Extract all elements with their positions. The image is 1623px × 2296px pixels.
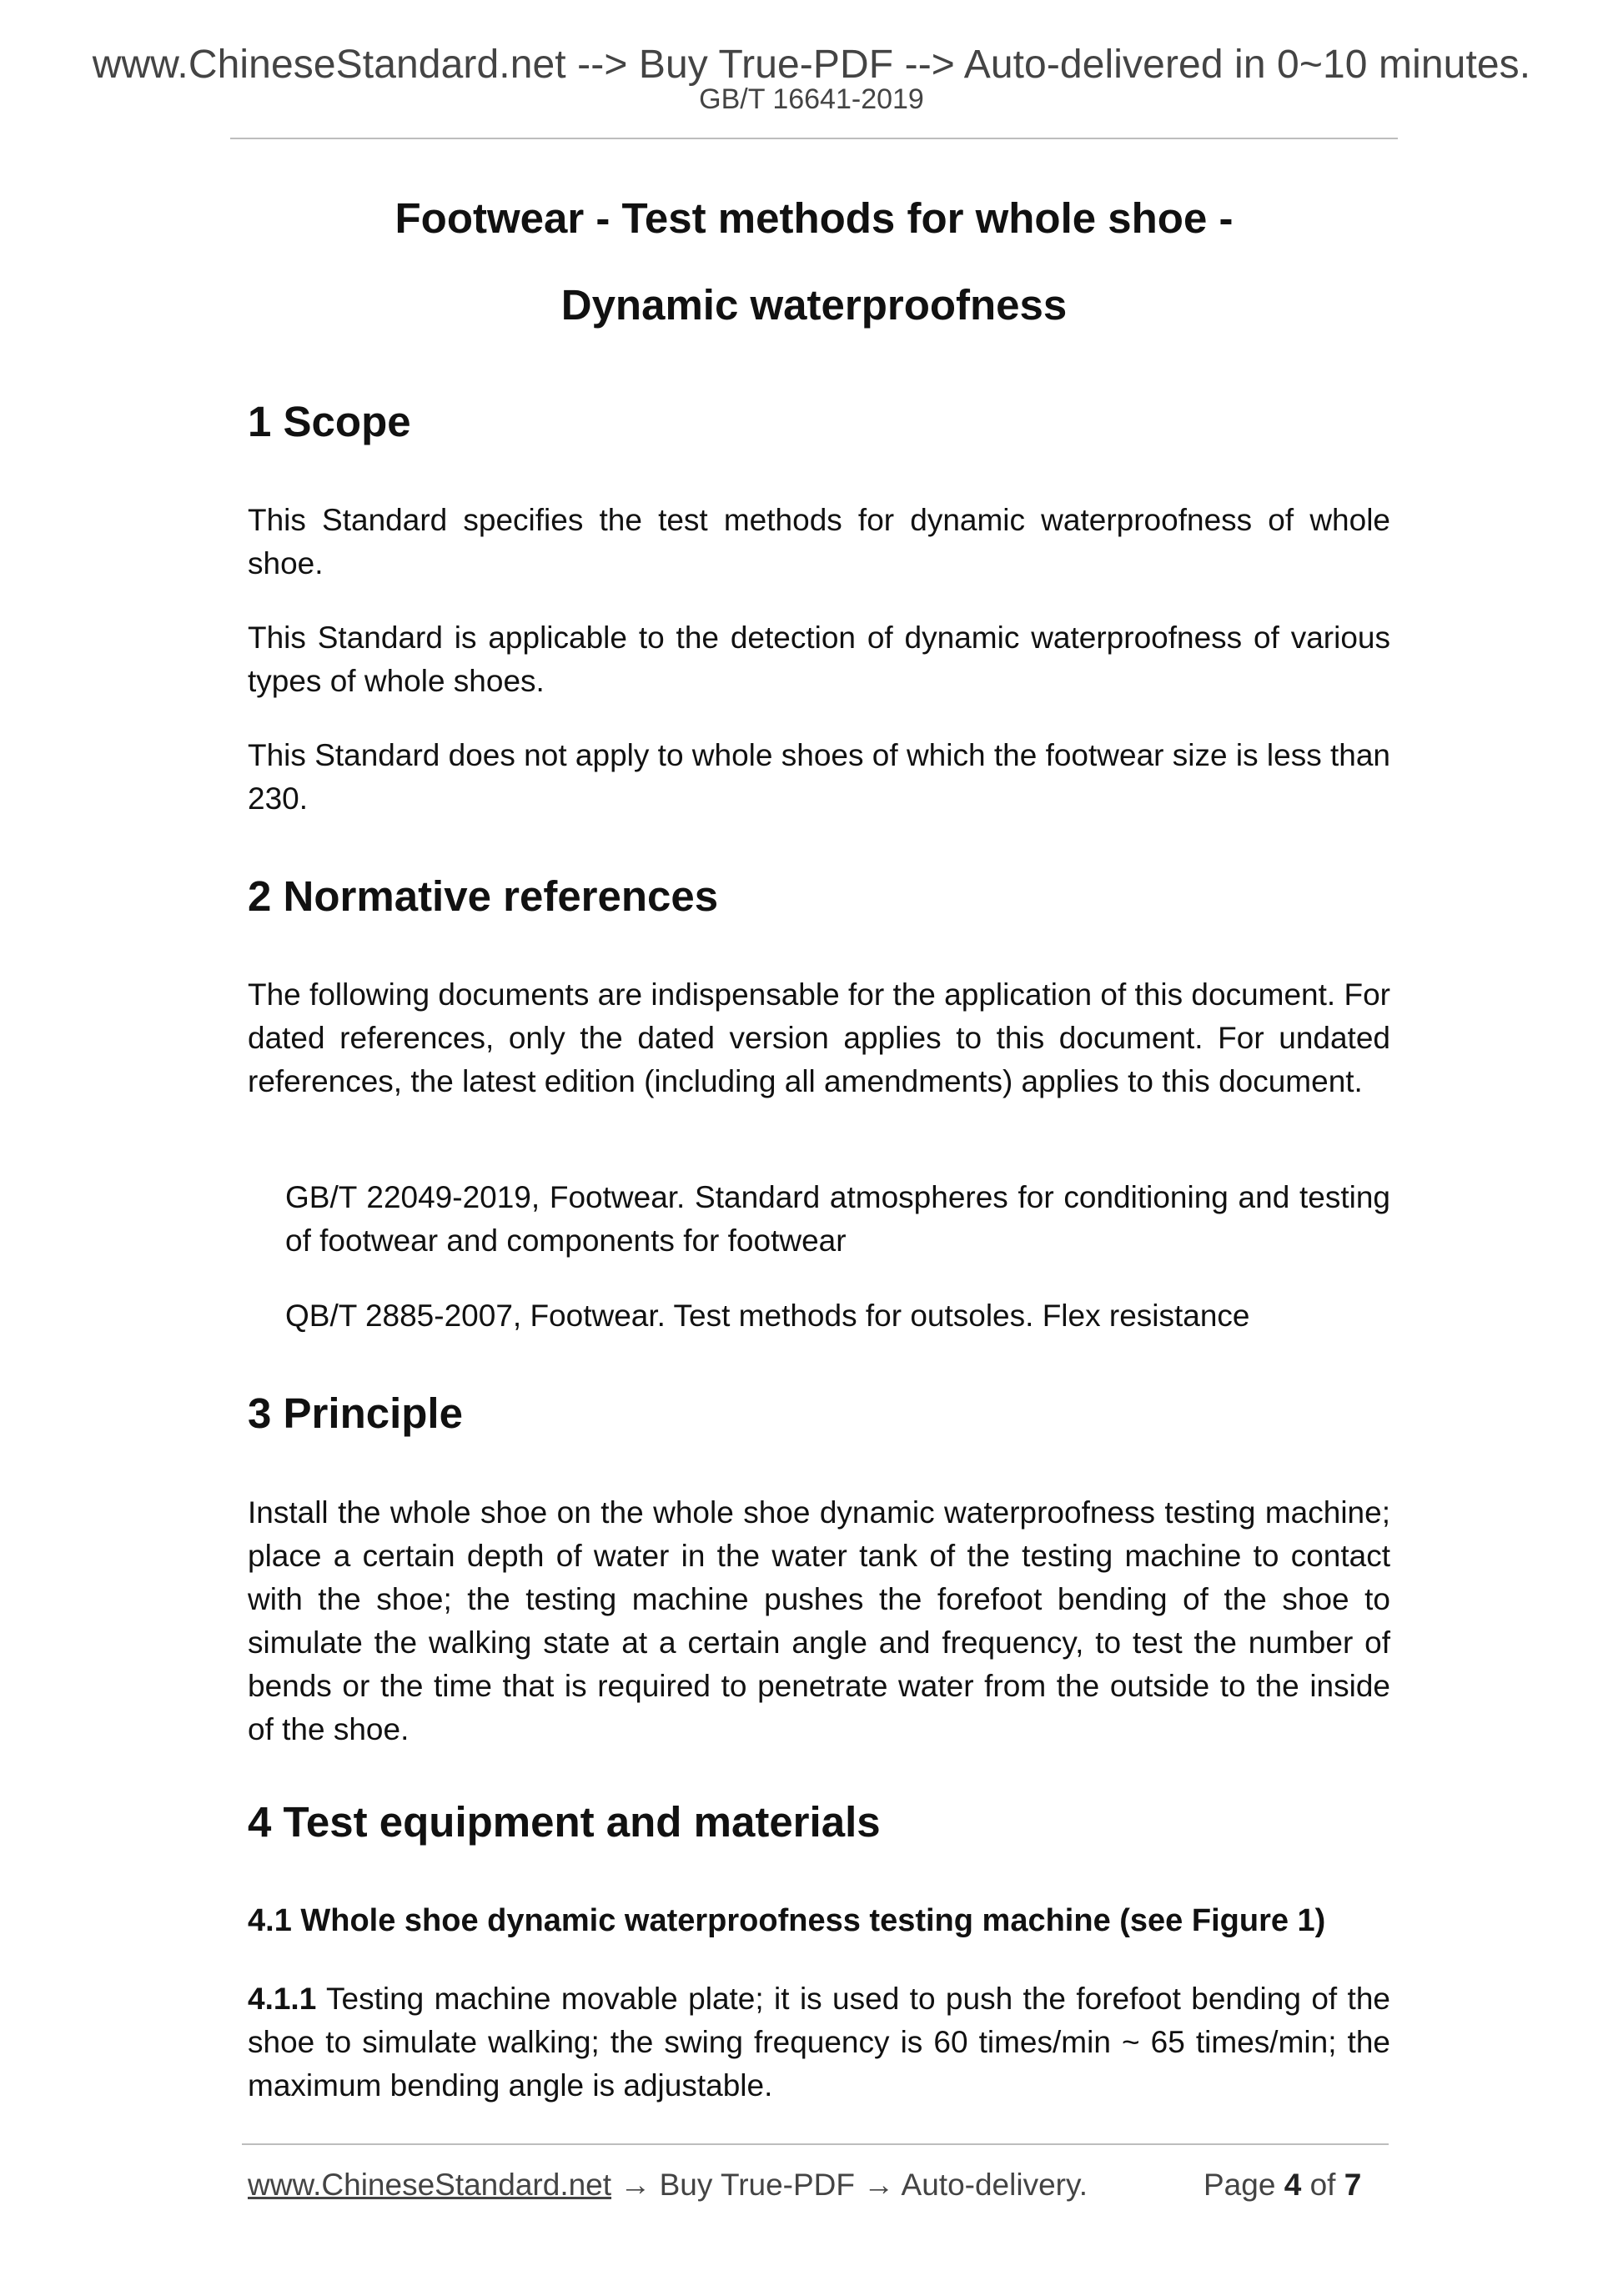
clause-4-1-1 xyxy=(248,1977,1390,2108)
document-title-line2: Dynamic waterproofness xyxy=(560,281,1068,329)
arrow-right-icon: → xyxy=(863,2168,895,2202)
section-heading-test-equipment: 4 Test equipment and materials xyxy=(248,1798,881,1846)
clause-number: 4.1.1 xyxy=(248,1982,317,2016)
footer-divider xyxy=(242,2143,1389,2145)
subsection-heading-4-1: 4.1 Whole shoe dynamic waterproofness testing machine (see Figure 1) xyxy=(248,1903,1326,1938)
principle-paragraph: Install the whole shoe on the whole shoe dynamic waterproofness testing machine; place a certain depth of water in the water tank of the testing machine to contact with the shoe; the testing machine pushes the forefoot bending of the shoe to simulate the walking state at a certain angle and frequency, to test the number of bends or the time that is required to penetrate water from the outside to the inside of the shoe. xyxy=(248,1495,1390,1746)
footer-links xyxy=(248,2167,1088,2203)
arrow-right-icon: → xyxy=(620,2168,651,2202)
section-heading-scope: 1 Scope xyxy=(248,398,411,445)
normative-intro-paragraph: The following documents are indispensable for the application of this document. For dated references, only the dated version applies to this document. For undated references, the latest edition (including all amendments) applies to this document. xyxy=(248,977,1390,1098)
standard-code: GB/T 16641-2019 xyxy=(699,83,924,115)
footer-buy-text: Buy True-PDF xyxy=(659,2168,856,2202)
footer-delivery-text: Auto-delivery. xyxy=(901,2168,1088,2202)
of-label: of xyxy=(1309,2168,1336,2202)
page-indicator xyxy=(1203,2167,1361,2203)
section-heading-principle: 3 Principle xyxy=(248,1389,463,1437)
reference-item: QB/T 2885-2007, Footwear. Test methods for outsoles. Flex resistance xyxy=(285,1299,1250,1333)
clause-text: Testing machine movable plate; it is used to push the forefoot bending of the shoe to simulate walking; the swing frequency is 60 times/min ~ 65 times/min; the maximum bending angle is adjustable. xyxy=(248,1982,1390,2103)
scope-paragraph-1: This Standard specifies the test methods for dynamic waterproofness of whole shoe. xyxy=(248,503,1390,580)
header-banner: www.ChineseStandard.net --> Buy True-PDF --> Auto-delivered in 0~10 minutes. xyxy=(92,43,1531,87)
page-label: Page xyxy=(1203,2168,1276,2202)
total-pages: 7 xyxy=(1344,2168,1362,2202)
scope-paragraph-2: This Standard is applicable to the detection of dynamic waterproofness of various types of whole shoes. xyxy=(248,620,1390,698)
section-heading-normative-references: 2 Normative references xyxy=(248,872,719,920)
scope-paragraph-3: This Standard does not apply to whole shoes of which the footwear size is less than 230. xyxy=(248,738,1390,816)
header-divider xyxy=(230,138,1398,139)
page-number: 4 xyxy=(1284,2168,1302,2202)
footer-site-link[interactable]: www.ChineseStandard.net xyxy=(248,2168,612,2202)
document-title-line1: Footwear - Test methods for whole shoe - xyxy=(394,194,1234,242)
reference-item: GB/T 22049-2019, Footwear. Standard atmospheres for conditioning and testing of footwear and components for footwear xyxy=(285,1180,1390,1258)
